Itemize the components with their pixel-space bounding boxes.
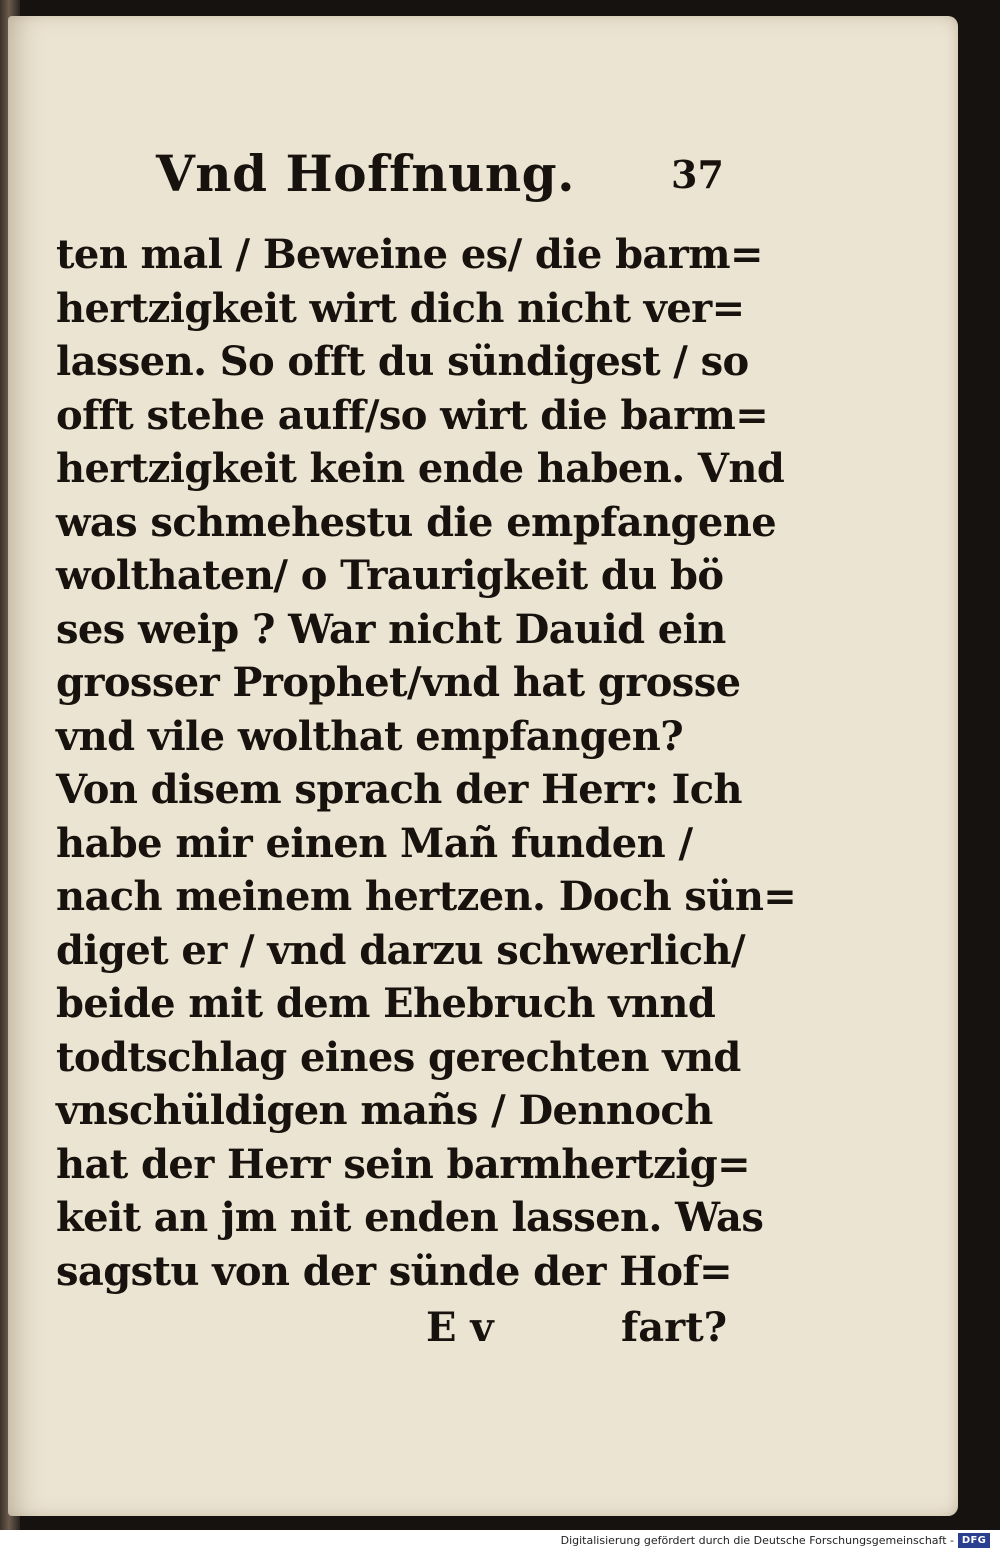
catch-row [56, 1298, 746, 1354]
running-title: Vnd Hoffnung. [156, 144, 576, 203]
text-line: offt stehe auff/so wirt die barm= [56, 391, 769, 439]
text-line: hertzigkeit wirt dich nicht ver= [56, 284, 745, 332]
dfg-logo[interactable]: DFG [958, 1533, 990, 1548]
text-line: Von disem sprach der Herr: Ich [56, 766, 742, 813]
text-block [56, 136, 797, 1354]
text-line: todtschlag eines gerechten vnd [56, 1033, 741, 1081]
text-line: vnd vile wolthat empfangen? [56, 712, 684, 760]
text-line: was schmehestu die empfangene [56, 498, 777, 546]
text-line: beide mit dem Ehebruch vnnd [56, 980, 716, 1027]
text-line: ses weip ? War nicht Dauid ein [56, 605, 726, 653]
text-line: habe mir einen Mañ funden / [56, 819, 693, 867]
funding-credit: Digitalisierung gefördert durch die Deutsche Forschungsgemeinschaft - [560, 1534, 954, 1547]
text-line: nach meinem hertzen. Doch sün= [56, 873, 797, 920]
page-header [56, 136, 746, 228]
text-line: diget er / vnd darzu schwerlich/ [56, 926, 746, 974]
text-line: vnschüldigen mañs / Dennoch [56, 1087, 713, 1134]
text-line: ten mal / Beweine es/ die barm= [56, 231, 763, 278]
footer-bar [0, 1530, 1000, 1553]
text-line: grosser Prophet/vnd hat grosse [56, 659, 741, 706]
text-line: lassen. So offt du sündigest / so [56, 338, 749, 385]
text-line: hertzigkeit kein ende haben. Vnd [56, 445, 785, 492]
page-number: 37 [671, 152, 724, 197]
text-line: keit an jm nit enden lassen. Was [56, 1194, 764, 1241]
signature-mark: E v [426, 1304, 494, 1351]
text-line: sagstu von der sünde der Hof= [56, 1247, 732, 1295]
catchword: fart? [621, 1304, 728, 1351]
text-line: hat der Herr sein barmhertzig= [56, 1140, 751, 1188]
book-page [8, 16, 958, 1516]
text-line: wolthaten/ o Traurigkeit du bö [56, 552, 724, 599]
